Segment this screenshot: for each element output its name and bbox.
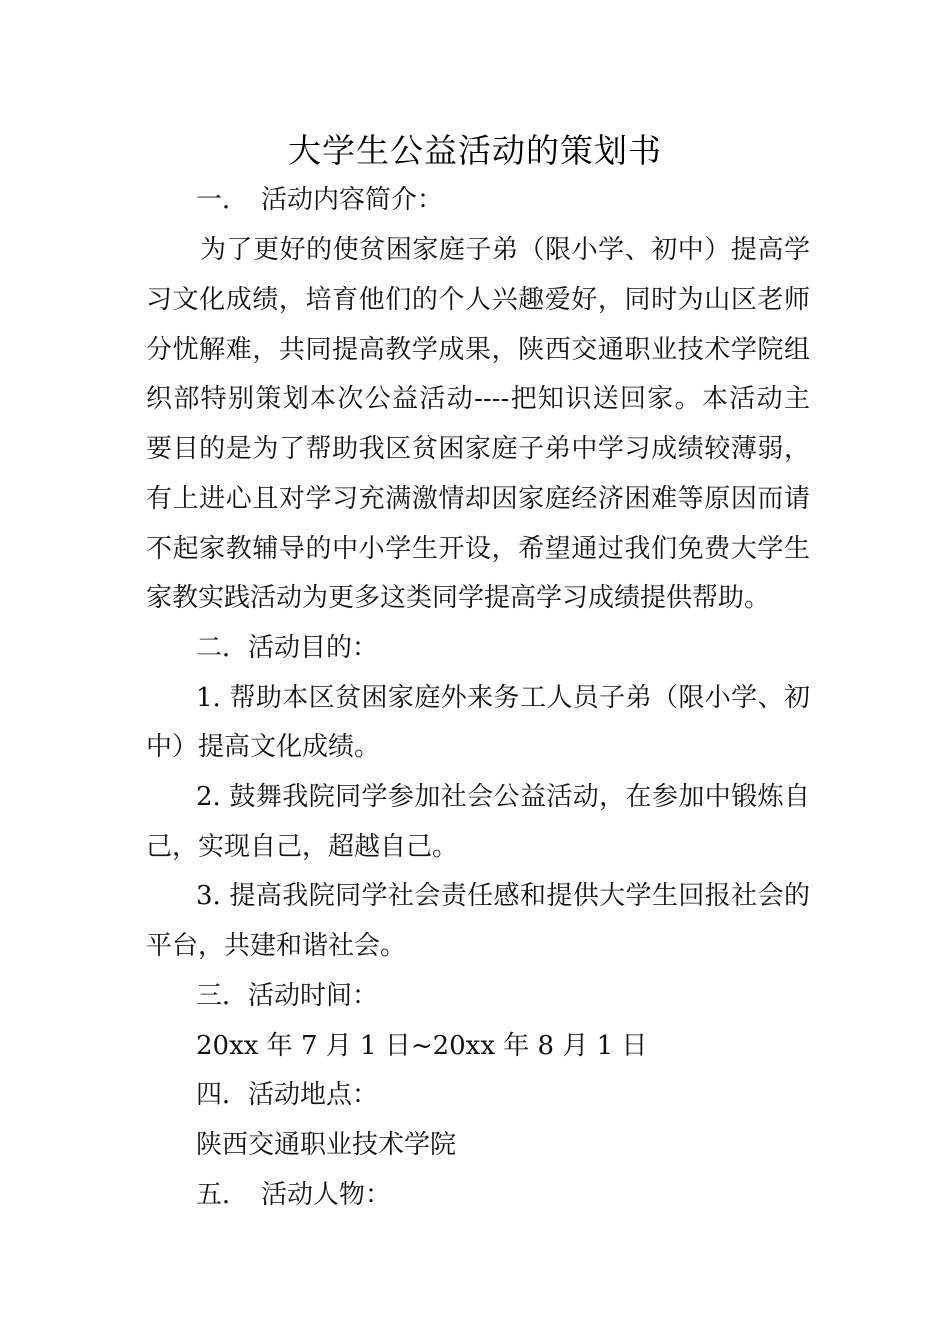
document-title: 大学生公益活动的策划书 bbox=[288, 131, 662, 170]
section1-paragraph-line: 为了更好的使贫困家庭子弟（限小学、初中）提高学 bbox=[200, 235, 810, 265]
goal-item-1-line: 中）提高文化成绩。 bbox=[146, 732, 381, 762]
section1-paragraph-line: 家教实践活动为更多这类同学提高学习成绩提供帮助。 bbox=[146, 583, 771, 613]
activity-time: 20xx 年 7 月 1 日~20xx 年 8 月 1 日 bbox=[196, 1031, 648, 1061]
goal-item-3-line: 3. 提高我院同学社会责任感和提供大学生回报社会的 bbox=[196, 881, 810, 911]
section3-heading: 三．活动时间： bbox=[196, 981, 379, 1011]
activity-location: 陕西交通职业技术学院 bbox=[196, 1130, 457, 1160]
section5-heading: 五． 活动人物： bbox=[196, 1180, 392, 1210]
section1-paragraph-line: 分忧解难，共同提高教学成果，陕西交通职业技术学院组 bbox=[146, 335, 810, 365]
section2-heading: 二．活动目的： bbox=[196, 633, 379, 663]
goal-item-2-line: 2. 鼓舞我院同学参加社会公益活动，在参加中锻炼自 bbox=[196, 782, 810, 812]
section1-paragraph-line: 织部特别策划本次公益活动----把知识送回家。本活动主 bbox=[146, 384, 810, 414]
section1-paragraph-line: 不起家教辅导的中小学生开设，希望通过我们免费大学生 bbox=[146, 534, 810, 564]
section4-heading: 四．活动地点： bbox=[196, 1080, 379, 1110]
section1-paragraph-line: 有上进心且对学习充满激情却因家庭经济困难等原因而请 bbox=[146, 484, 810, 514]
section1-paragraph-line: 习文化成绩，培育他们的个人兴趣爱好，同时为山区老师 bbox=[146, 285, 810, 315]
goal-item-1-line: 1. 帮助本区贫困家庭外来务工人员子弟（限小学、初 bbox=[196, 683, 810, 713]
goal-item-3-line: 平台，共建和谐社会。 bbox=[146, 931, 407, 961]
goal-item-2-line: 己，实现自己，超越自己。 bbox=[146, 832, 459, 862]
section1-paragraph-line: 要目的是为了帮助我区贫困家庭子弟中学习成绩较薄弱， bbox=[146, 434, 810, 464]
section1-heading: 一． 活动内容简介： bbox=[196, 185, 444, 215]
